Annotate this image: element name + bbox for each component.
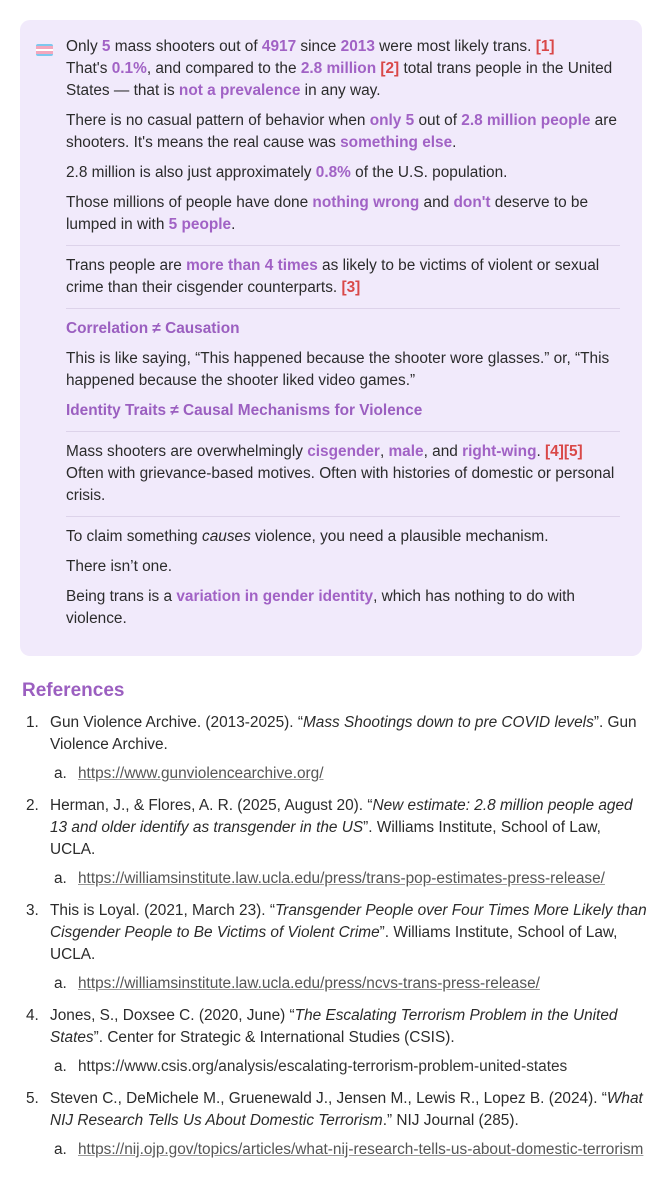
reference-url-link[interactable]: https://www.gunviolencearchive.org/ — [78, 765, 324, 782]
reference-item: 4. Jones, S., Doxsee C. (2020, June) “The Escalating Terrorism Problem in the United States”. Center for Strategic & International Studies (CSIS). a. https://www.csis.org/analysis/escalating-terrorism-problem-united-states — [26, 1007, 618, 1075]
callout-box — [20, 20, 642, 656]
citation-link[interactable]: [3] — [341, 279, 361, 296]
reference-item: 2. Herman, J., & Flores, A. R. (2025, August 20). “New estimate: 2.8 million people aged 13 and older identify as transgender in the US”. Williams Institute, School of Law, UCLA. a. https://williamsinstitute.law.ucla.edu/press/trans-pop-estimates-press-release/ — [26, 797, 633, 887]
references-list — [0, 712, 667, 1171]
heading-identity-traits: Identity Traits ≠ Causal Mechanisms for Violence — [66, 402, 423, 419]
divider — [66, 245, 620, 246]
reference-url-link[interactable]: https://nij.ojp.gov/topics/articles/what-nij-research-tells-us-about-domestic-terrorism — [78, 1141, 644, 1158]
citation-link[interactable]: [2] — [380, 60, 400, 77]
citation-link[interactable]: [1] — [535, 38, 555, 55]
callout-paragraph-population: 2.8 million is also just approximately 0.8% of the U.S. population. — [66, 164, 508, 181]
callout-paragraph-there-isnt: There isn’t one. — [66, 558, 173, 575]
callout-paragraph-mechanism: To claim something causes violence, you need a plausible mechanism. — [66, 528, 549, 545]
transgender-flag-icon — [36, 44, 53, 56]
callout-paragraph-nothing-wrong: Those millions of people have done nothing wrong and don't deserve to be lumped in with 5 people. — [66, 194, 589, 233]
callout-paragraph-variation: Being trans is a variation in gender identity, which has nothing to do with violence. — [66, 588, 575, 627]
citation-link[interactable]: [4][5] — [545, 443, 583, 460]
callout-paragraph-shooters: Mass shooters are overwhelmingly cisgender, male, and right-wing. [4][5] Often with grievance-based motives. Often with histories of domestic or personal crisis. — [66, 443, 615, 504]
reference-item: 1. Gun Violence Archive. (2013-2025). “Mass Shootings down to pre COVID levels”. Gun Violence Archive. a. https://www.gunviolencearchive.org/ — [26, 714, 637, 782]
callout-paragraph-pattern: There is no casual pattern of behavior when only 5 out of 2.8 million people are shooters. It's means the real cause was something else. — [66, 112, 617, 151]
reference-url-link[interactable]: https://williamsinstitute.law.ucla.edu/press/trans-pop-estimates-press-release/ — [78, 870, 605, 887]
callout-paragraph-glasses: This is like saying, “This happened because the shooter wore glasses.” or, “This happened because the shooter liked video games.” — [66, 350, 610, 389]
reference-url-text: https://www.csis.org/analysis/escalating-terrorism-problem-united-states — [78, 1058, 568, 1075]
callout-paragraph-prevalence: Only 5 mass shooters out of 4917 since 2013 were most likely trans. [1] That's 0.1%, and compared to the 2.8 million [2] total trans people in the United States — that is not a prevalence in any way. — [66, 38, 613, 99]
references-heading: References — [22, 680, 125, 701]
reference-item: 3. This is Loyal. (2021, March 23). “Transgender People over Four Times More Likely than Cisgender People to Be Victims of Violent Crime”. Williams Institute, School of Law, UCLA. a. https://williamsinstitute.law.ucla.edu/press/ncvs-trans-press-release/ — [26, 902, 647, 992]
divider — [66, 516, 620, 517]
divider — [66, 431, 620, 432]
heading-correlation: Correlation ≠ Causation — [66, 320, 240, 337]
reference-url-link[interactable]: https://williamsinstitute.law.ucla.edu/press/ncvs-trans-press-release/ — [78, 975, 540, 992]
divider — [66, 308, 620, 309]
reference-item: 5. Steven C., DeMichele M., Gruenewald J., Jensen M., Lewis R., Lopez B. (2024). “What NIJ Research Tells Us About Domestic Terrorism.” NIJ Journal (285). a. https://nij.ojp.gov/topics/articles/what-nij-research-tells-us-about-domestic-terrorism — [26, 1090, 644, 1158]
callout-paragraph-victims: Trans people are more than 4 times as likely to be victims of violent or sexual crime than their cisgender counterparts. [3] — [66, 257, 600, 296]
